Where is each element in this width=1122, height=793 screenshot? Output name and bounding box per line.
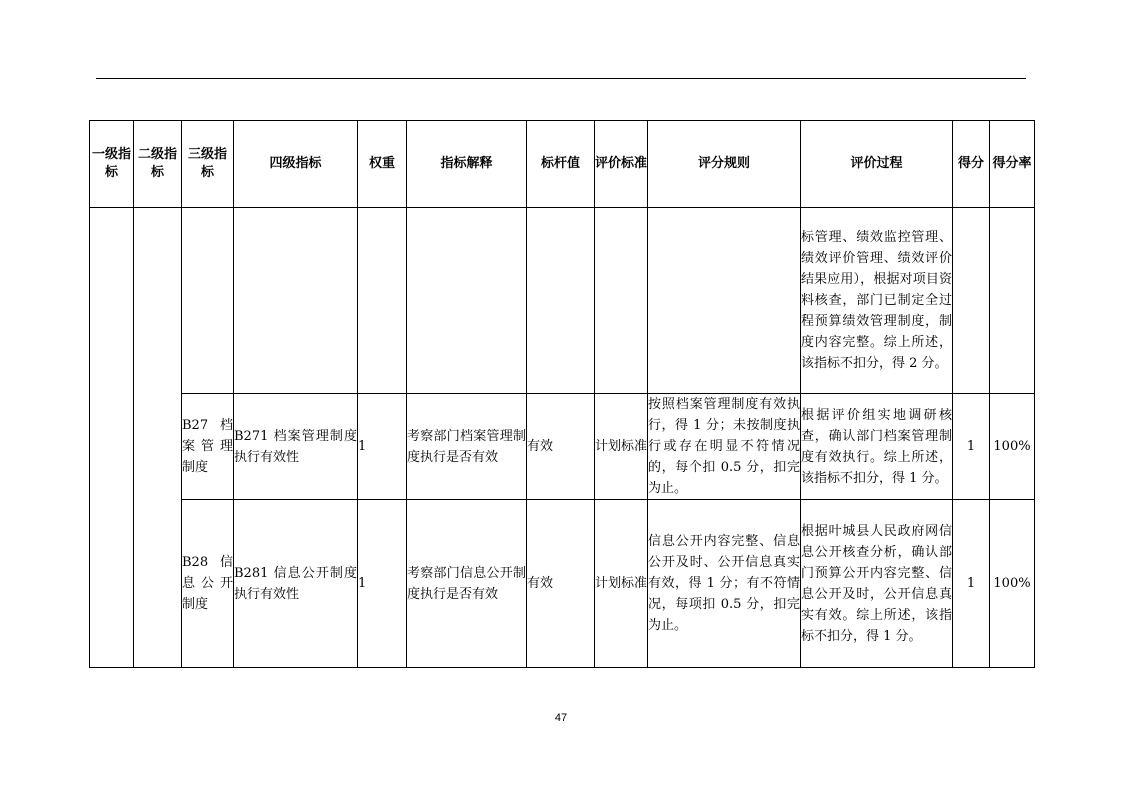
benchmark-cell: 有效 [527, 394, 595, 500]
score-cell: 1 [953, 500, 990, 668]
table-row [90, 208, 1035, 394]
score-cell: 1 [953, 394, 990, 500]
standard-cell: 计划标准 [595, 394, 648, 500]
explanation-cell: 考察部门信息公开制度执行是否有效 [407, 500, 527, 668]
header-score: 得分 [953, 121, 990, 208]
standard-cell [595, 208, 648, 394]
evaluation-table [89, 120, 1035, 668]
rate-cell [990, 208, 1035, 394]
header-level4: 四级指标 [234, 121, 358, 208]
rule-cell [648, 208, 801, 394]
header-level1: 一级指标 [90, 121, 134, 208]
rate-cell: 100% [990, 394, 1035, 500]
process-cell: 根据评价组实地调研核查，确认部门档案管理制度有效执行。综上所述，该指标不扣分，得 1 分。 [801, 394, 953, 500]
level3-cell [182, 208, 234, 394]
header-weight: 权重 [358, 121, 407, 208]
level4-cell: B271 档案管理制度执行有效性 [234, 394, 358, 500]
page-number: 47 [554, 712, 568, 724]
explanation-cell [407, 208, 527, 394]
level1-cell [90, 208, 134, 668]
benchmark-cell [527, 208, 595, 394]
process-cell: 标管理、绩效监控管理、绩效评价管理、绩效评价结果应用），根据对项目资料核查，部门已制定全过程预算绩效管理制度，制度内容完整。综上所述，该指标不扣分，得 2 分。 [801, 208, 953, 394]
header-level3: 三级指标 [182, 121, 234, 208]
header-rate: 得分率 [990, 121, 1035, 208]
level4-cell [234, 208, 358, 394]
table-row [90, 500, 1035, 668]
rule-cell: 信息公开内容完整、信息公开及时、公开信息真实有效，得 1 分；有不符情况，每项扣 0.5 分，扣完为止。 [648, 500, 801, 668]
header-benchmark: 标杆值 [527, 121, 595, 208]
table-header-row [90, 121, 1035, 208]
header-rule [96, 78, 1026, 79]
level2-cell [134, 208, 182, 668]
weight-cell: 1 [358, 394, 407, 500]
level3-cell: B27 档案管理制度 [182, 394, 234, 500]
standard-cell: 计划标准 [595, 500, 648, 668]
benchmark-cell: 有效 [527, 500, 595, 668]
table-row [90, 394, 1035, 500]
header-explanation: 指标解释 [407, 121, 527, 208]
header-process: 评价过程 [801, 121, 953, 208]
process-cell: 根据叶城县人民政府网信息公开核查分析，确认部门预算公开内容完整、信息公开及时，公开信息真实有效。综上所述，该指标不扣分，得 1 分。 [801, 500, 953, 668]
explanation-cell: 考察部门档案管理制度执行是否有效 [407, 394, 527, 500]
score-cell [953, 208, 990, 394]
header-rule: 评分规则 [648, 121, 801, 208]
weight-cell: 1 [358, 500, 407, 668]
rule-cell: 按照档案管理制度有效执行，得 1 分；未按制度执行或存在明显不符情况的，每个扣 0.5 分，扣完为止。 [648, 394, 801, 500]
header-standard: 评价标准 [595, 121, 648, 208]
level3-cell: B28 信息公开制度 [182, 500, 234, 668]
weight-cell [358, 208, 407, 394]
rate-cell: 100% [990, 500, 1035, 668]
header-level2: 二级指标 [134, 121, 182, 208]
level4-cell: B281 信息公开制度执行有效性 [234, 500, 358, 668]
